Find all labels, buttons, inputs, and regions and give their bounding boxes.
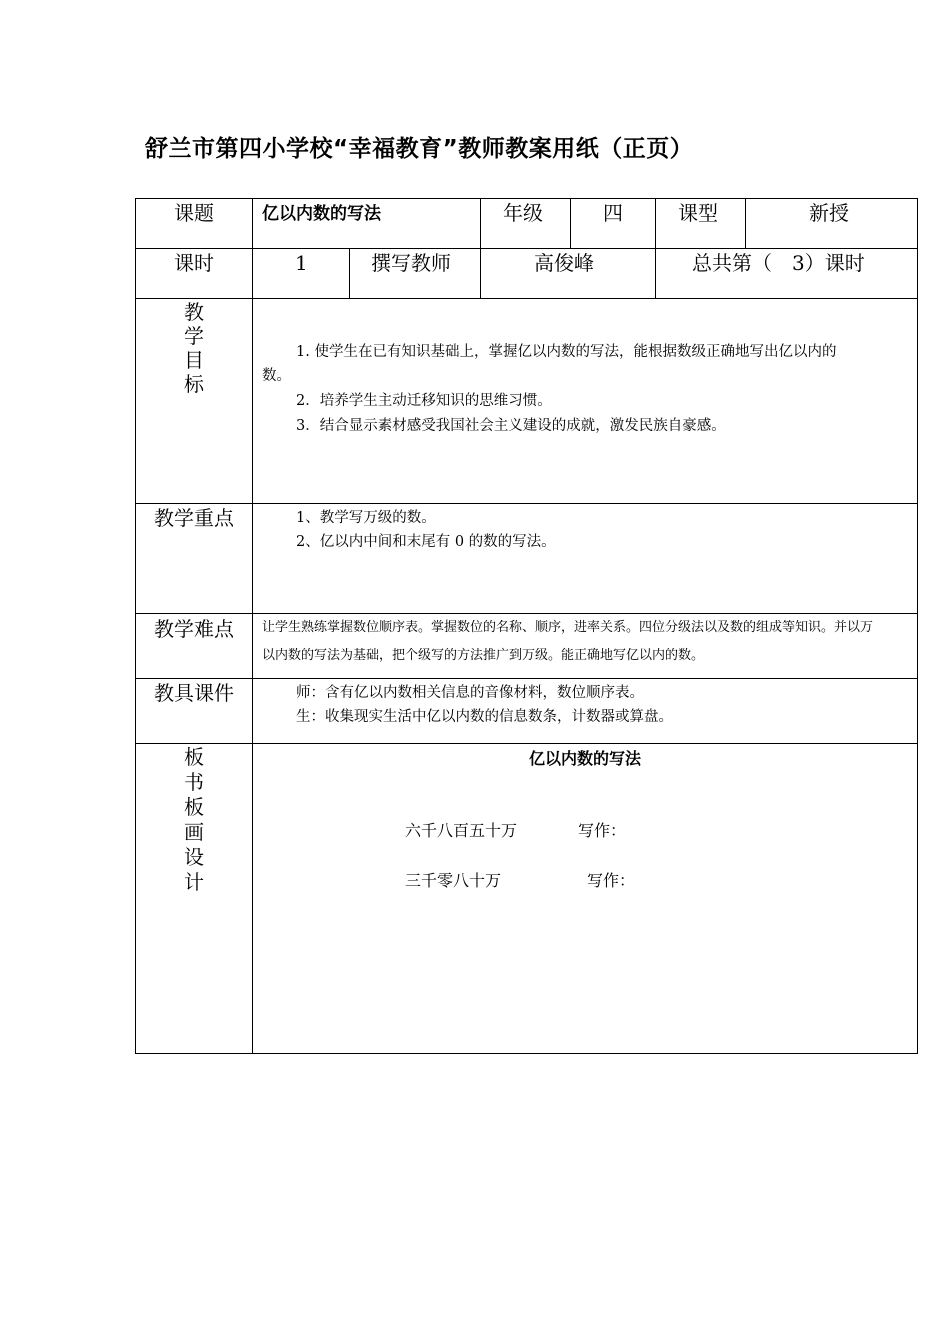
board-label-char: 画: [184, 820, 204, 844]
goals-label-char: 目: [184, 348, 204, 372]
author-label: 撰写教师: [371, 251, 451, 275]
grade-value: 四: [603, 201, 623, 225]
topic-label: 课题: [174, 201, 214, 225]
board-label-char: 板: [184, 745, 204, 769]
materials-label: 教具课件: [154, 681, 234, 705]
board-label-char: 设: [184, 845, 204, 869]
goals-label: [135, 300, 253, 396]
board-item-2-write: 写作：: [587, 871, 636, 890]
total-periods: 总共第（ 3）课时: [692, 251, 865, 275]
goal-1-line-a: 1. 使学生在已有知识基础上，掌握亿以内数的写法，能根据数级正确地写出亿以内的: [296, 344, 837, 360]
difficulties-label: 教学难点: [154, 617, 234, 641]
goals-label-char: 标: [184, 372, 204, 396]
board-item-1: 六千八百五十万: [405, 821, 518, 840]
goal-1-line-b: 数。: [262, 368, 291, 384]
board-heading: 亿以内数的写法: [528, 749, 641, 768]
author-value: 高俊峰: [534, 251, 594, 275]
topic-value: 亿以内数的写法: [262, 204, 381, 224]
lesson-type-value: 新授: [809, 201, 849, 225]
goals-label-char: 学: [184, 324, 204, 348]
board-item-2: 三千零八十万: [405, 871, 502, 890]
board-label-char: 板: [184, 795, 204, 819]
goal-3: 3．结合显示素材感受我国社会主义建设的成就，激发民族自豪感。: [296, 418, 726, 434]
materials-student: 生：收集现实生活中亿以内数的信息数条，计数器或算盘。: [296, 709, 673, 725]
period-value: 1: [295, 251, 308, 275]
period-label: 课时: [174, 251, 214, 275]
goals-label-char: 教: [184, 300, 204, 324]
board-label-char: 书: [184, 770, 204, 794]
board-label: [135, 745, 253, 895]
key-points-label: 教学重点: [154, 506, 234, 530]
key-point-1: 1、教学写万级的数。: [296, 510, 436, 526]
grade-label: 年级: [503, 201, 543, 225]
page-title: 舒兰市第四小学校“幸福教育”教师教案用纸（正页）: [145, 136, 694, 162]
goal-2: 2．培养学生主动迁移知识的思维习惯。: [296, 393, 552, 409]
lesson-type-label: 课型: [678, 201, 718, 225]
materials-teacher: 师：含有亿以内数相关信息的音像材料，数位顺序表。: [296, 685, 644, 701]
key-point-2: 2、亿以内中间和末尾有 0 的数的写法。: [296, 534, 556, 550]
difficulty-line-2: 以内数的写法为基础，把个级写的方法推广到万级。能正确地写亿以内的数。: [262, 648, 705, 663]
board-item-1-write: 写作：: [578, 821, 627, 840]
board-label-char: 计: [184, 870, 204, 894]
difficulty-line-1: 让学生熟练掌握数位顺序表。掌握数位的名称、顺序，进率关系。四位分级法以及数的组成等知识。并以万: [262, 620, 874, 635]
